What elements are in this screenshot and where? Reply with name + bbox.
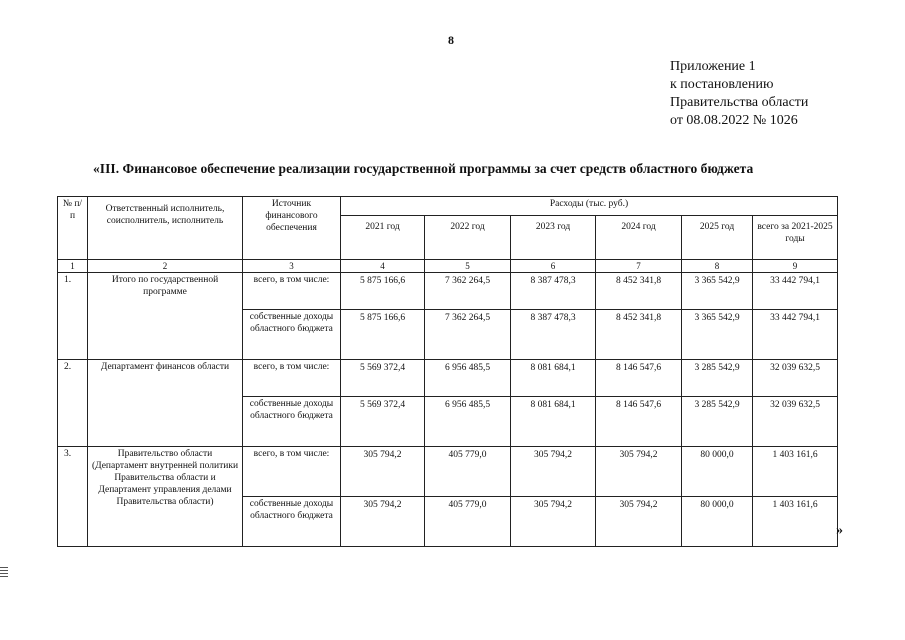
- header-source: Источник финансового обеспечения: [243, 197, 341, 260]
- cell-2021: 5 569 372,4: [341, 397, 425, 447]
- scan-edge-mark: [0, 567, 8, 579]
- cell-2025: 3 365 542,9: [682, 273, 753, 310]
- column-number-row: [58, 260, 838, 273]
- cell-2022: 7 362 264,5: [425, 310, 511, 360]
- cell-2021: 305 794,2: [341, 497, 425, 547]
- cell-total: 32 039 632,5: [753, 360, 838, 397]
- header-expenses: Расходы (тыс. руб.): [341, 197, 838, 216]
- cell-2023: 305 794,2: [511, 497, 596, 547]
- cell-2021: 305 794,2: [341, 447, 425, 497]
- appendix-line-4: от 08.08.2022 № 1026: [670, 113, 798, 128]
- page-number: 8: [448, 33, 454, 47]
- appendix-line-2: к постановлению: [670, 77, 774, 92]
- cell-2025: 3 285 542,9: [682, 360, 753, 397]
- cell-total: 1 403 161,6: [753, 497, 838, 547]
- column-number: 7: [596, 260, 682, 273]
- cell-2024: 305 794,2: [596, 447, 682, 497]
- cell-total: 1 403 161,6: [753, 447, 838, 497]
- cell-2023: 305 794,2: [511, 447, 596, 497]
- cell-2024: 8 146 547,6: [596, 360, 682, 397]
- row-number: 1.: [58, 273, 88, 360]
- row-source: всего, в том числе:: [243, 273, 341, 310]
- row-source: собственные доходы областного бюджета: [243, 310, 341, 360]
- column-number: 4: [341, 260, 425, 273]
- budget-table: [57, 196, 838, 547]
- row-executor: Итого по государственной программе: [88, 273, 243, 360]
- cell-2021: 5 569 372,4: [341, 360, 425, 397]
- appendix-line-1: Приложение 1: [670, 59, 756, 74]
- row-source: собственные доходы областного бюджета: [243, 497, 341, 547]
- appendix-line-3: Правительства области: [670, 95, 809, 110]
- cell-2021: 5 875 166,6: [341, 273, 425, 310]
- cell-2025: 80 000,0: [682, 497, 753, 547]
- table-row: [58, 447, 838, 497]
- cell-total: 32 039 632,5: [753, 397, 838, 447]
- row-source: всего, в том числе:: [243, 447, 341, 497]
- header-year-2024: 2024 год: [596, 216, 682, 260]
- column-number: 1: [58, 260, 88, 273]
- cell-2023: 8 081 684,1: [511, 360, 596, 397]
- cell-2023: 8 387 478,3: [511, 310, 596, 360]
- header-num: № п/п: [58, 197, 88, 260]
- cell-2022: 405 779,0: [425, 447, 511, 497]
- header-year-2022: 2022 год: [425, 216, 511, 260]
- cell-total: 33 442 794,1: [753, 310, 838, 360]
- cell-2024: 8 452 341,8: [596, 273, 682, 310]
- cell-2024: 8 146 547,6: [596, 397, 682, 447]
- header-year-2023: 2023 год: [511, 216, 596, 260]
- row-source: всего, в том числе:: [243, 360, 341, 397]
- header-total: всего за 2021-2025 годы: [753, 216, 838, 260]
- row-executor: Департамент финансов области: [88, 360, 243, 447]
- closing-quote: »: [836, 523, 843, 538]
- cell-2024: 305 794,2: [596, 497, 682, 547]
- header-executor: Ответственный исполнитель, соисполнитель, исполнитель: [88, 197, 243, 260]
- row-number: 3.: [58, 447, 88, 547]
- column-number: 9: [753, 260, 838, 273]
- cell-2022: 6 956 485,5: [425, 360, 511, 397]
- column-number: 3: [243, 260, 341, 273]
- cell-total: 33 442 794,1: [753, 273, 838, 310]
- cell-2022: 6 956 485,5: [425, 397, 511, 447]
- cell-2022: 7 362 264,5: [425, 273, 511, 310]
- row-source: собственные доходы областного бюджета: [243, 397, 341, 447]
- column-number: 2: [88, 260, 243, 273]
- row-executor: Правительство области (Департамент внутренней политики Правительства области и Департамент управления делами Правительства области): [88, 447, 243, 547]
- cell-2024: 8 452 341,8: [596, 310, 682, 360]
- cell-2023: 8 081 684,1: [511, 397, 596, 447]
- column-number: 5: [425, 260, 511, 273]
- table-row: [58, 360, 838, 397]
- column-number: 8: [682, 260, 753, 273]
- row-number: 2.: [58, 360, 88, 447]
- cell-2023: 8 387 478,3: [511, 273, 596, 310]
- cell-2022: 405 779,0: [425, 497, 511, 547]
- table-row: [58, 273, 838, 310]
- header-year-2025: 2025 год: [682, 216, 753, 260]
- cell-2025: 3 285 542,9: [682, 397, 753, 447]
- cell-2025: 3 365 542,9: [682, 310, 753, 360]
- appendix-block: [670, 58, 808, 130]
- header-year-2021: 2021 год: [341, 216, 425, 260]
- cell-2025: 80 000,0: [682, 447, 753, 497]
- column-number: 6: [511, 260, 596, 273]
- cell-2021: 5 875 166,6: [341, 310, 425, 360]
- section-title: «III. Финансовое обеспечение реализации государственной программы за счет средств областного бюджета: [93, 161, 754, 176]
